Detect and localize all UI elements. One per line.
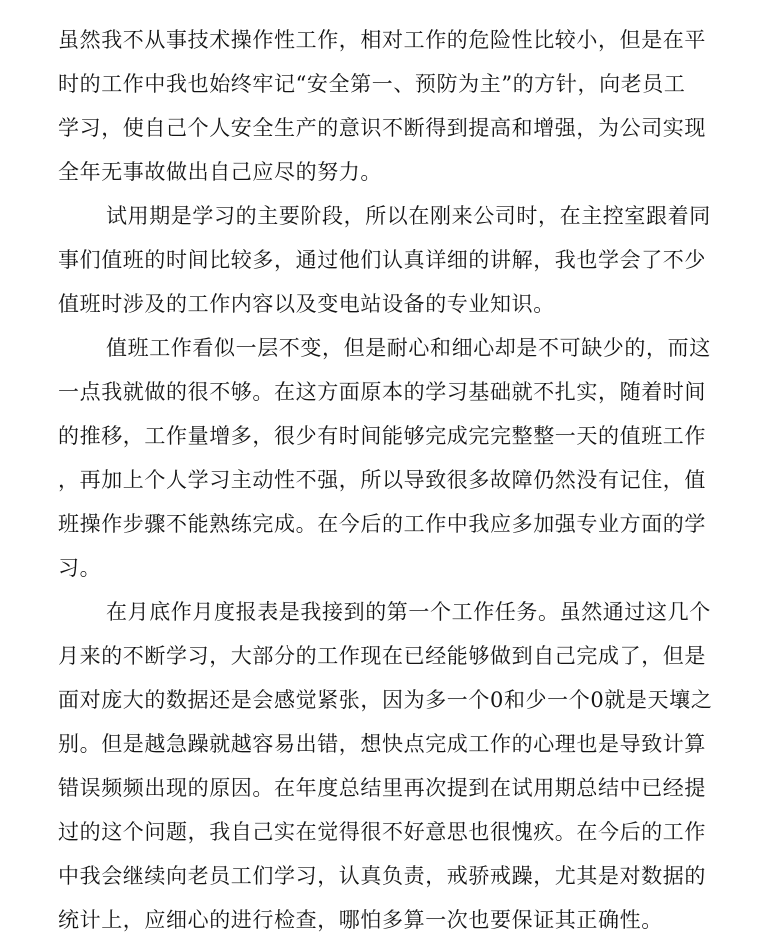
text-line: 错误频频出现的原因。在年度总结里再次提到在试用期总结中已经提	[58, 776, 706, 800]
paragraph-first-line: 试用期是学习的主要阶段，所以在刚来公司时，在主控室跟着同	[106, 204, 711, 228]
text-line: 面对庞大的数据还是会感觉紧张，因为多一个0和少一个0就是天壤之	[58, 688, 713, 712]
text-line: 虽然我不从事技术操作性工作，相对工作的危险性比较小，但是在平	[58, 28, 706, 52]
text-line: 的推移，工作量增多，很少有时间能够完成完完整整一天的值班工作	[58, 424, 706, 448]
text-line: 班操作步骤不能熟练完成。在今后的工作中我应多加强专业方面的学	[58, 512, 706, 536]
text-line: 时的工作中我也始终牢记“安全第一、预防为主”的方针，向老员工	[58, 72, 686, 96]
text-line: 全年无事故做出自己应尽的努力。	[58, 160, 382, 184]
text-line: 中我会继续向老员工们学习，认真负责，戒骄戒躁，尤其是对数据的	[58, 864, 706, 888]
text-line: 别。但是越急躁就越容易出错，想快点完成工作的心理也是导致计算	[58, 732, 706, 756]
text-line: 值班时涉及的工作内容以及变电站设备的专业知识。	[58, 292, 555, 316]
text-line: 学习，使自己个人安全生产的意识不断得到提高和增强，为公司实现	[58, 116, 706, 140]
text-line: 统计上，应细心的进行检查，哪怕多算一次也要保证其正确性。	[58, 908, 663, 932]
text-line: 习。	[58, 556, 102, 580]
text-line: 一点我就做的很不够。在这方面原本的学习基础就不扎实，随着时间	[58, 380, 706, 404]
text-line: ，再加上个人学习主动性不强，所以导致很多故障仍然没有记住，值	[58, 468, 706, 492]
paragraph-first-line: 值班工作看似一层不变，但是耐心和细心却是不可缺少的，而这	[106, 336, 711, 360]
paragraph-first-line: 在月底作月度报表是我接到的第一个工作任务。虽然通过这几个	[106, 600, 711, 624]
text-line: 事们值班的时间比较多，通过他们认真详细的讲解，我也学会了不少	[58, 248, 706, 272]
text-line: 过的这个问题，我自己实在觉得很不好意思也很愧疚。在今后的工作	[58, 820, 706, 844]
text-line: 月来的不断学习，大部分的工作现在已经能够做到自己完成了，但是	[58, 644, 706, 668]
